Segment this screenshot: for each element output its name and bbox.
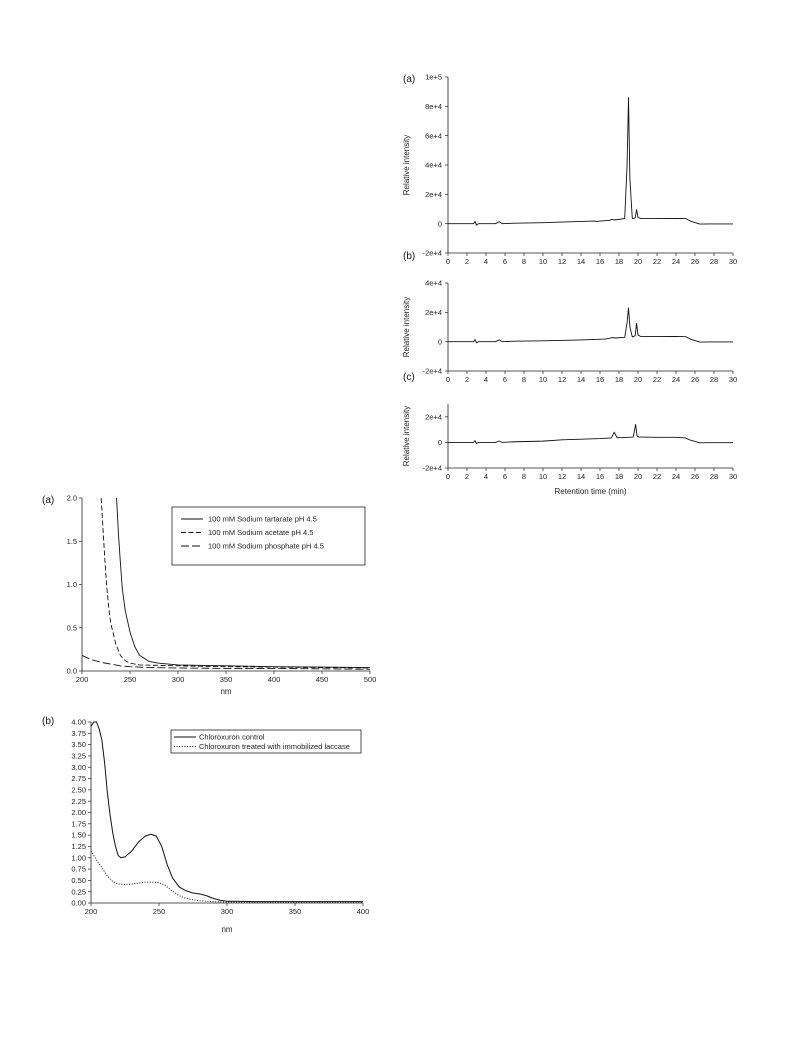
x-tick-label: 14 [576, 257, 586, 266]
x-tick-label: 30 [728, 472, 738, 481]
uv-buffer-chart [42, 494, 376, 696]
y-tick-label: 8e+4 [425, 101, 442, 111]
x-tick-label: 12 [557, 257, 567, 266]
hplc-subplot-1 [402, 73, 737, 266]
y-tick-label: 4e+4 [425, 278, 442, 288]
x-tick-label: 12 [557, 472, 567, 481]
x-tick-label: 0 [445, 257, 451, 266]
x-tick-label: 6 [502, 472, 508, 481]
y-tick-label: 1.00 [71, 853, 86, 863]
y-tick-label: 0 [437, 438, 442, 447]
y-tick-label: 0.0 [66, 666, 77, 676]
series-line [448, 424, 733, 443]
y-tick-label: 0.5 [66, 623, 77, 633]
x-tick-label: 26 [690, 472, 700, 481]
y-axis-label: Relative intensity [402, 296, 411, 358]
x-tick-label: 8 [521, 472, 527, 481]
x-tick-label: 30 [728, 375, 738, 384]
x-tick-label: 200 [75, 675, 89, 684]
x-tick-label: 2 [464, 257, 470, 266]
x-tick-label: 200 [84, 907, 98, 916]
x-axis-label: nm [220, 687, 232, 696]
y-tick-label: 2.25 [71, 796, 86, 806]
series-line [448, 98, 733, 226]
hplc-subplot-3 [402, 372, 737, 496]
x-tick-label: 22 [652, 472, 662, 481]
y-tick-label: 3.00 [71, 762, 86, 772]
y-tick-label: 0 [437, 337, 442, 347]
y-tick-label: 1.5 [66, 536, 77, 546]
y-tick-label: 2e+4 [425, 189, 442, 199]
x-tick-label: 250 [123, 675, 137, 684]
x-tick-label: 18 [614, 375, 624, 384]
x-tick-label: 350 [219, 675, 233, 684]
x-tick-label: 22 [652, 257, 662, 266]
x-tick-label: 0 [445, 375, 451, 384]
series-line [91, 851, 363, 902]
y-axis-label: Relative intensity [402, 134, 411, 196]
x-tick-label: 26 [690, 257, 700, 266]
legend-entry: Chloroxuron treated with immobilized laccase [199, 742, 350, 752]
y-tick-label: 0.00 [71, 898, 86, 908]
x-tick-label: 16 [595, 375, 605, 384]
x-tick-label: 10 [538, 375, 548, 384]
legend-entry: Chloroxuron control [199, 732, 265, 742]
x-tick-label: 16 [595, 257, 605, 266]
x-tick-label: 10 [538, 472, 548, 481]
y-tick-label: 0 [437, 219, 442, 229]
y-tick-label: 1.75 [71, 819, 86, 829]
y-tick-label: 4.00 [71, 717, 86, 727]
y-tick-label: 1e+5 [425, 72, 442, 82]
x-tick-label: 6 [502, 375, 508, 384]
legend-entry: 100 mM Sodium acetate pH 4.5 [208, 528, 314, 538]
y-tick-label: 2.75 [71, 774, 86, 784]
y-tick-label: 1.25 [71, 842, 86, 852]
legend [171, 730, 361, 753]
x-axis-label: Retention time (min) [554, 487, 627, 496]
hplc-subplot-2 [402, 248, 738, 384]
y-tick-label: -2e+4 [422, 463, 442, 473]
x-tick-label: 500 [363, 675, 377, 684]
x-tick-label: 8 [521, 257, 527, 266]
x-tick-label: 16 [595, 472, 605, 481]
x-tick-label: 30 [728, 257, 738, 266]
x-tick-label: 20 [633, 257, 643, 266]
y-tick-label: 6e+4 [425, 131, 442, 141]
x-tick-label: 28 [709, 375, 719, 384]
x-tick-label: 26 [690, 375, 700, 384]
y-tick-label: 2.00 [71, 808, 86, 818]
panel-label: (c) [403, 372, 415, 383]
x-tick-label: 2 [464, 375, 470, 384]
x-tick-label: 28 [709, 257, 719, 266]
y-tick-label: 4e+4 [425, 160, 442, 170]
x-tick-label: 24 [671, 257, 681, 266]
legend-entry: 100 mM Sodium tartarate pH 4.5 [208, 514, 317, 524]
x-tick-label: 4 [483, 472, 489, 481]
x-tick-label: 250 [152, 907, 166, 916]
x-tick-label: 0 [445, 472, 451, 481]
y-tick-label: 2.50 [71, 785, 86, 795]
panel-label: (a) [42, 495, 55, 506]
y-tick-label: 2.0 [66, 493, 77, 503]
y-tick-label: -2e+4 [422, 366, 442, 376]
x-tick-label: 450 [315, 675, 329, 684]
panel-label: (a) [403, 74, 416, 85]
x-tick-label: 400 [267, 675, 281, 684]
x-tick-label: 12 [557, 375, 567, 384]
y-tick-label: 3.50 [71, 740, 86, 750]
x-tick-label: 20 [633, 472, 643, 481]
x-tick-label: 4 [483, 375, 489, 384]
y-tick-label: 3.75 [71, 728, 86, 738]
y-tick-label: 2e+4 [425, 307, 442, 317]
x-tick-label: 300 [220, 907, 234, 916]
x-tick-label: 14 [576, 472, 586, 481]
y-tick-label: 1.50 [71, 830, 86, 840]
x-tick-label: 24 [671, 472, 681, 481]
uv-chloroxuron-chart [42, 716, 369, 934]
x-tick-label: 14 [576, 375, 586, 384]
y-tick-label: 0.75 [71, 864, 86, 874]
y-tick-label: 3.25 [71, 751, 86, 761]
y-tick-label: 0.25 [71, 887, 86, 897]
x-tick-label: 400 [356, 907, 370, 916]
x-tick-label: 24 [671, 375, 681, 384]
y-axis-label: Relative intensity [402, 405, 411, 467]
x-tick-label: 18 [614, 472, 624, 481]
legend [172, 507, 365, 565]
series-line [448, 308, 733, 343]
y-tick-label: 1.0 [66, 580, 77, 590]
x-tick-label: 2 [464, 472, 470, 481]
panel-label: (b) [42, 716, 55, 727]
x-tick-label: 6 [502, 257, 508, 266]
x-tick-label: 22 [652, 375, 662, 384]
x-tick-label: 10 [538, 257, 548, 266]
x-tick-label: 28 [709, 472, 719, 481]
x-tick-label: 300 [171, 675, 185, 684]
x-tick-label: 350 [288, 907, 302, 916]
y-tick-label: 0.50 [71, 875, 86, 885]
legend-entry: 100 mM Sodium phosphate pH 4.5 [208, 541, 324, 551]
x-tick-label: 20 [633, 375, 643, 384]
x-tick-label: 18 [614, 257, 624, 266]
y-tick-label: 2e+4 [425, 412, 442, 422]
panel-label: (b) [403, 251, 416, 262]
y-tick-label: -2e+4 [422, 248, 442, 258]
x-tick-label: 8 [521, 375, 527, 384]
x-axis-label: nm [221, 925, 233, 934]
x-tick-label: 4 [483, 257, 489, 266]
